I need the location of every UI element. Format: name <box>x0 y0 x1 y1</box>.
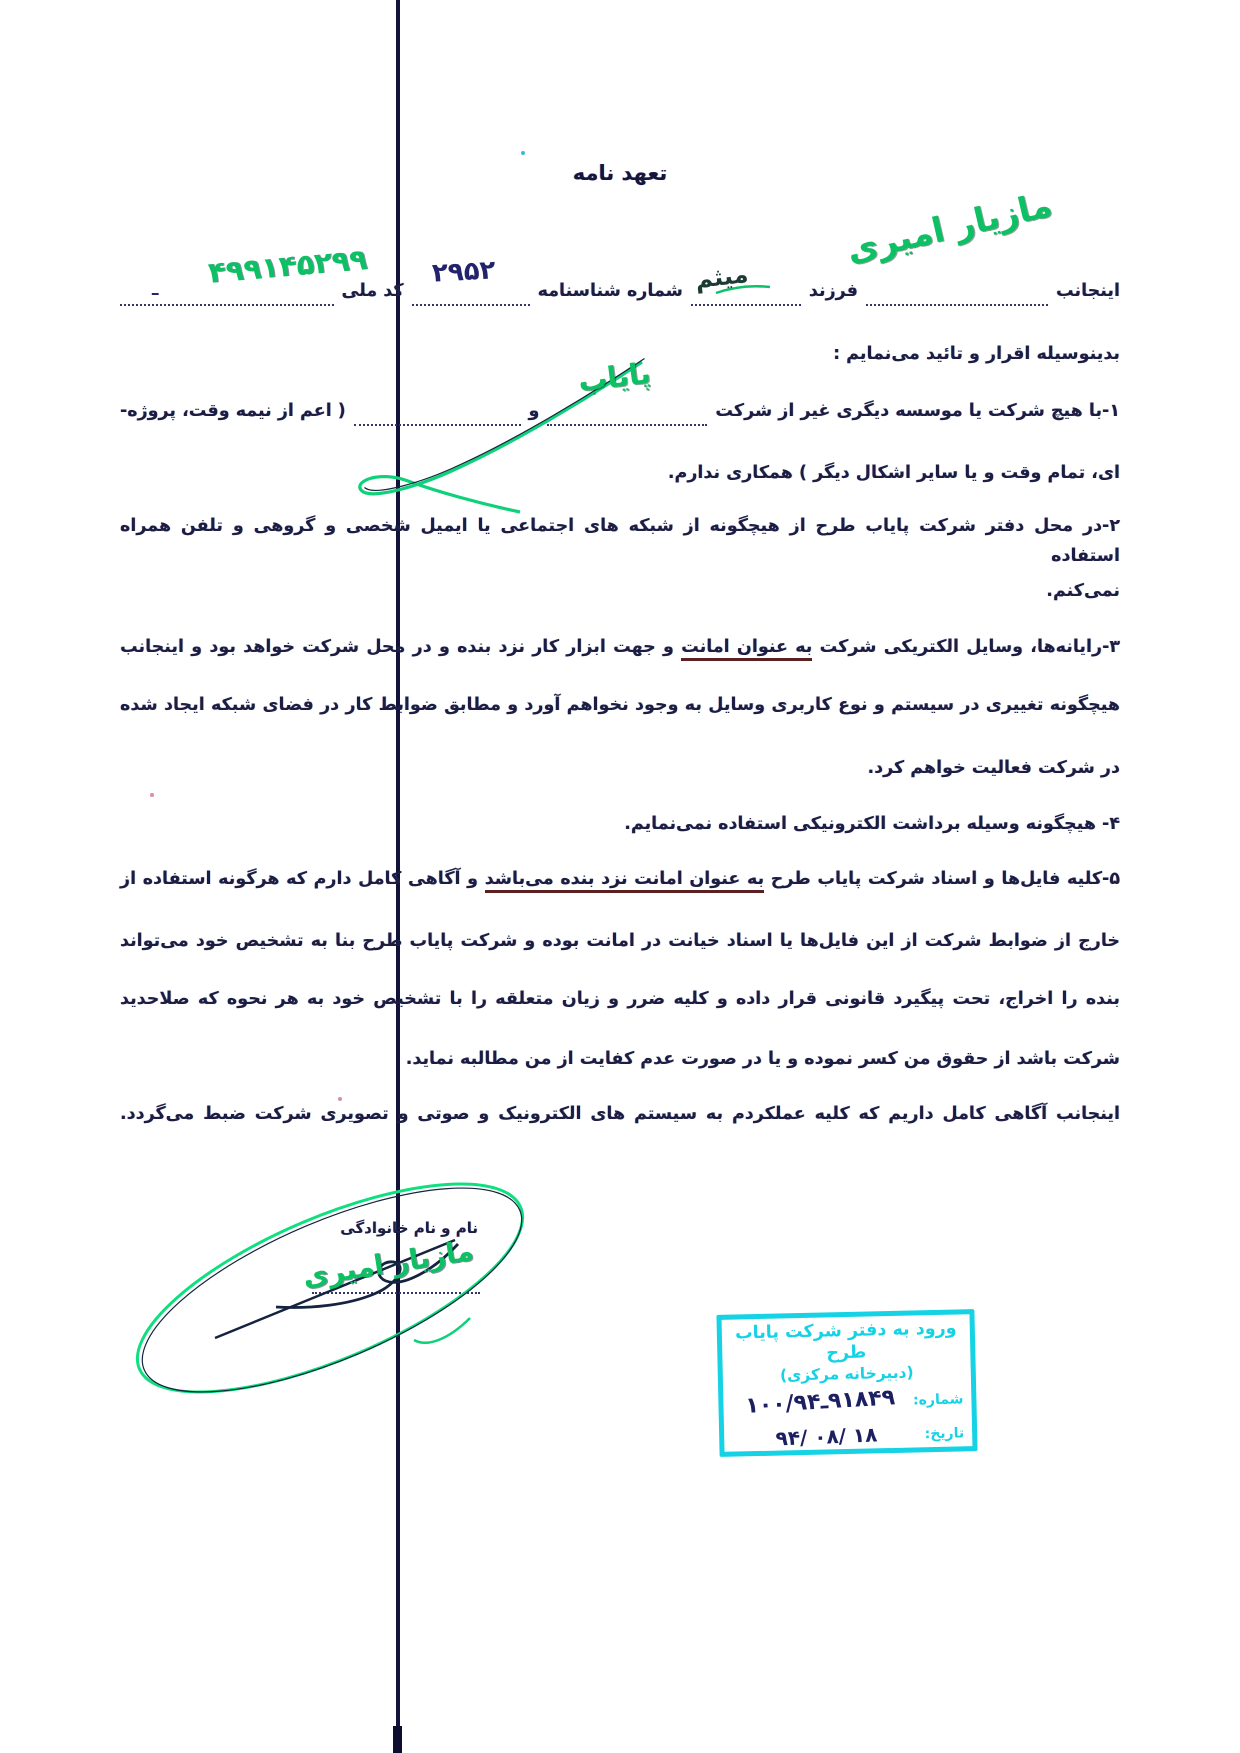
signature-dotted-line <box>312 1270 480 1294</box>
company-blank-swoosh <box>360 359 645 513</box>
label-injaneb: اینجانب <box>1056 281 1120 301</box>
stamp-number-value: ۱۰۰/۹۴ـ۹۱۸۴۹ <box>744 1385 896 1419</box>
stamp-date-row <box>732 1417 965 1454</box>
printed-dash: ـ <box>152 276 159 301</box>
clause-1-text-and: و <box>528 401 540 421</box>
clause-5-line-1 <box>120 864 1120 894</box>
clause-3-line-3: در شرکت فعالیت خواهم کرد. <box>867 758 1120 778</box>
clause-5-bold-underline: به عنوان امانت نزد بنده می‌باشد <box>485 869 764 893</box>
clause-5-line-3: بنده را اخراج، تحت پیگیرد قانونی قرار داده و کلیه ضرر و زیان متعلقه را با تشخیص خود به هر نحوه که صلاحدید <box>120 989 1120 1009</box>
handwritten-full-name: مازیار امیری <box>843 184 1056 271</box>
closing-line: اینجانب آگاهی کامل داریم که کلیه عملکردم به سیستم های الکترونیک و صوتی و تصویری شرکت ضبط می‌گردد. <box>120 1104 1120 1124</box>
registry-stamp <box>716 1309 977 1457</box>
clause-1-text-b: ( اعم از نیمه وقت، پروژه- <box>120 401 346 421</box>
label-melli-code: کد ملی <box>341 281 404 301</box>
clause-5-post: و آگاهی کامل دارم که هرگونه استفاده از <box>120 869 479 889</box>
stamp-date-value: ۹۴/ ۰۸/ ۱۸ <box>775 1422 878 1451</box>
handwritten-father-name: میثم <box>693 259 750 295</box>
page-title: تعهد نامه <box>572 161 668 185</box>
clause-3-line-1 <box>120 632 1120 662</box>
stamp-subtitle: (دبیرخانه مرکزی) <box>779 1363 914 1385</box>
clause-2-line-1: ۲-در محل دفتر شرکت پایاب طرح از هیچگونه از شبکه های اجتماعی یا ایمیل شخصی و گروهی و تلفن همراه استفاده <box>120 516 1120 566</box>
clause-3-bold-underline: به عنوان امانت <box>681 637 812 661</box>
clause-3-line-2: هیچگونه تغییری در سیستم و نوع کاربری وسایل به وجود نخواهم آورد و مطابق ضوابط کار در فضای شبکه ایجاد شده <box>120 695 1120 715</box>
signature-green-tail <box>414 1318 470 1343</box>
handwritten-id-number: ۲۹۵۲ <box>431 255 497 289</box>
clause-2-line-2: نمی‌کنم. <box>1046 581 1120 601</box>
intro-identity-line <box>120 276 1120 306</box>
handwritten-company-name: پایاب <box>576 355 653 399</box>
label-id-number: شماره شناسنامه <box>537 281 683 301</box>
scan-fold-line-tick <box>393 1726 402 1753</box>
stamp-title: ورود به دفتر شرکت پایاب طرح <box>734 1318 957 1364</box>
clause-4-line: ۴- هیچگونه وسیله برداشت الکترونیکی استفاده نمی‌نمایم. <box>624 814 1120 834</box>
stamp-number-row <box>731 1381 964 1422</box>
stamp-number-label: شماره: <box>912 1391 964 1409</box>
blank-father-name <box>691 280 801 306</box>
blank-company-1 <box>547 400 707 426</box>
blank-full-name <box>866 280 1048 306</box>
scan-speck <box>521 151 525 155</box>
clause-5-line-4: شرکت باشد از حقوق من کسر نموده و یا در صورت عدم کفایت از من مطالبه نماید. <box>405 1049 1120 1069</box>
label-farzand: فرزند <box>808 281 858 301</box>
stamp-date-label: تاریخ: <box>924 1425 965 1443</box>
clause-3-post: و جهت ابزار کار نزد بنده و در محل شرکت خواهد بود و اینجانب <box>120 637 674 657</box>
clause-5-pre: ۵-کلیه فایل‌ها و اسناد شرکت پایاب طرح <box>770 869 1120 889</box>
clause-5-line-2: خارج از ضوابط شرکت از این فایل‌ها یا اسناد خیانت در امانت بوده و شرکت پایاب طرح بنا به تشخیص خود می‌تواند <box>120 931 1120 951</box>
clause-3-pre: ۳-رایانه‌ها، وسایل الکتریکی شرکت <box>819 637 1121 657</box>
scan-speck <box>150 793 154 797</box>
handwritten-signature-name: مازیار امیری <box>300 1233 476 1294</box>
clause-1-text-a: ۱-با هیچ شرکت یا موسسه دیگری غیر از شرکت <box>715 401 1120 421</box>
handwritten-melli-code: ۴۹۹۱۴۵۲۹۹ <box>206 242 369 290</box>
confirmation-line: بدینوسیله اقرار و تائید می‌نمایم : <box>833 344 1120 364</box>
signature-name-label: نام و نام خانوادگی <box>340 1219 478 1237</box>
blank-company-2 <box>354 400 521 426</box>
blank-id-number <box>412 280 530 306</box>
clause-1-line-1 <box>120 396 1120 426</box>
clause-1-line-2: ای، تمام وقت و یا سایر اشکال دیگر ) همکاری ندارم. <box>667 463 1120 483</box>
